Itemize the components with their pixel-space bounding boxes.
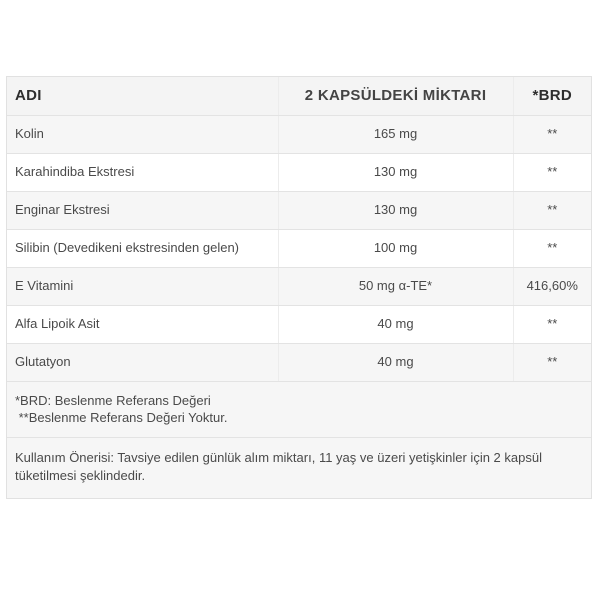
ingredient-amount: 130 mg	[278, 192, 513, 230]
ingredient-brd: **	[513, 344, 591, 382]
table-row	[7, 192, 591, 230]
table-row	[7, 306, 591, 344]
column-header-brd: *BRD	[513, 77, 591, 116]
table-row	[7, 154, 591, 192]
ingredient-name: E Vitamini	[7, 268, 278, 306]
table-row	[7, 268, 591, 306]
ingredient-brd: **	[513, 154, 591, 192]
usage-recommendation: Kullanım Önerisi: Tavsiye edilen günlük alım miktarı, 11 yaş ve üzeri yetişkinler için 2 kapsül tüketilmesi şeklindedir.	[7, 438, 591, 498]
footnotes	[7, 382, 591, 438]
footnote-brd-definition: *BRD: Beslenme Referans Değeri	[15, 393, 211, 408]
column-header-amount: 2 KAPSÜLDEKİ MİKTARI	[278, 77, 513, 116]
ingredient-brd: 416,60%	[513, 268, 591, 306]
ingredient-brd: **	[513, 306, 591, 344]
table-row	[7, 344, 591, 382]
ingredients-table	[7, 77, 591, 382]
ingredient-amount: 130 mg	[278, 154, 513, 192]
ingredient-amount: 40 mg	[278, 306, 513, 344]
table-row	[7, 116, 591, 154]
ingredient-amount: 165 mg	[278, 116, 513, 154]
ingredient-brd: **	[513, 116, 591, 154]
ingredient-name: Enginar Ekstresi	[7, 192, 278, 230]
ingredient-amount: 40 mg	[278, 344, 513, 382]
ingredient-name: Silibin (Devedikeni ekstresinden gelen)	[7, 230, 278, 268]
column-header-name: ADI	[7, 77, 278, 116]
ingredient-amount: 100 mg	[278, 230, 513, 268]
table-row	[7, 230, 591, 268]
table-header-row	[7, 77, 591, 116]
footnote-no-reference: **Beslenme Referans Değeri Yoktur.	[15, 410, 228, 425]
supplement-facts-panel	[6, 76, 592, 499]
ingredient-brd: **	[513, 192, 591, 230]
ingredient-name: Karahindiba Ekstresi	[7, 154, 278, 192]
ingredient-brd: **	[513, 230, 591, 268]
ingredient-name: Glutatyon	[7, 344, 278, 382]
ingredient-name: Alfa Lipoik Asit	[7, 306, 278, 344]
ingredient-name: Kolin	[7, 116, 278, 154]
ingredient-amount: 50 mg α-TE*	[278, 268, 513, 306]
